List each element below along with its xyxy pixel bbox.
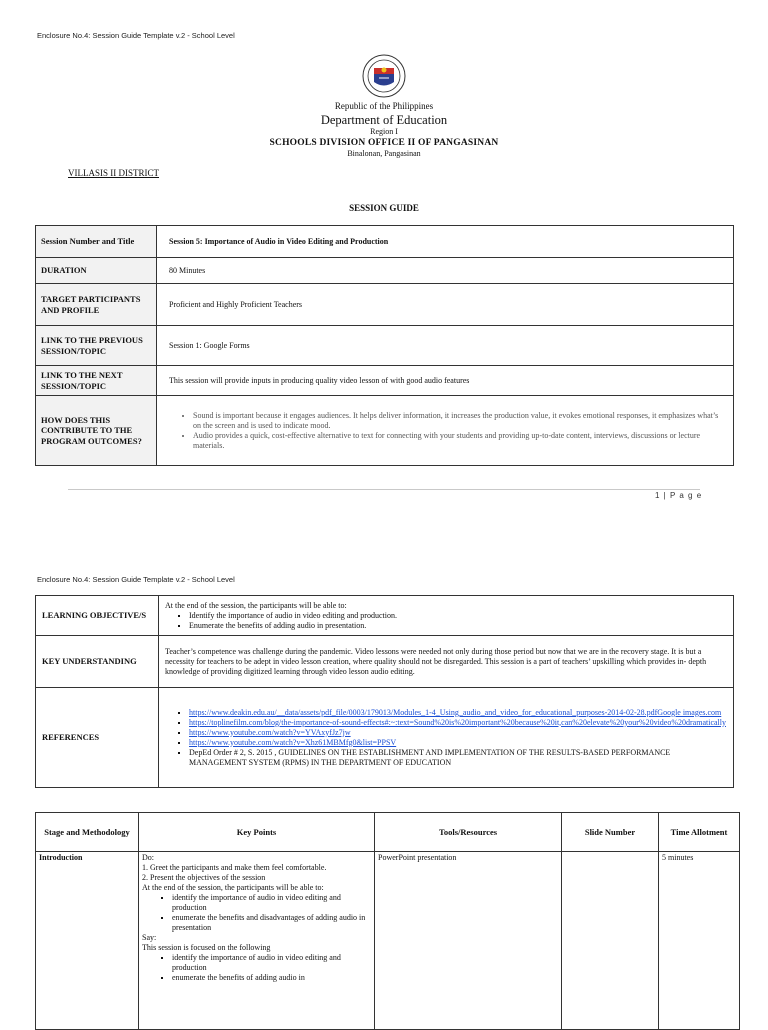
- reference-link[interactable]: https://www.youtube.com/watch?v=Xhz61MBMfg0&list=PPSV: [189, 737, 397, 747]
- slide-cell: [562, 852, 659, 1030]
- list-item: ▪ identify the importance of audio in video editing and production: [172, 953, 371, 973]
- row-value: Proficient and Highly Proficient Teachers: [157, 284, 734, 326]
- session-info-table: [35, 225, 734, 466]
- row-value: This session will provide inputs in producing quality video lesson of with good audio features: [157, 366, 734, 396]
- table-header-row: [36, 813, 740, 852]
- list-item: ▪ enumerate the benefits of adding audio in: [172, 973, 371, 983]
- do-label: Do:: [142, 853, 154, 862]
- do-item: 1. Greet the participants and make them feel comfortable.: [142, 863, 327, 872]
- key-points-cell: [139, 852, 375, 1030]
- list-item: [189, 708, 727, 718]
- footer-divider: [68, 489, 700, 490]
- column-header: Tools/Resources: [375, 813, 562, 852]
- row-key: KEY UNDERSTANDING: [36, 636, 159, 688]
- learning-intro: At the end of the session, the participants will be able to:: [165, 600, 347, 610]
- row-key: LEARNING OBJECTIVE/S: [36, 596, 159, 636]
- say-label: Say:: [142, 933, 157, 942]
- row-key: HOW DOES THIS CONTRIBUTE TO THE PROGRAM OUTCOMES?: [36, 396, 157, 466]
- header-republic: Republic of the Philippines: [334, 101, 434, 111]
- enclosure-label: Enclosure No.4: Session Guide Template v.2 - School Level: [37, 31, 235, 40]
- column-header: Key Points: [139, 813, 375, 852]
- table-row: [36, 688, 734, 788]
- row-value-list: [157, 396, 734, 466]
- table-row: [36, 852, 740, 1030]
- list-item: ▪ Enumerate the benefits of adding audio in presentation.: [189, 621, 727, 631]
- tools-cell: PowerPoint presentation: [375, 852, 562, 1030]
- reference-link[interactable]: https://toplinefilm.com/blog/the-importance-of-sound-effects#:~:text=Sound%20is%20important%20because%20it,can%20elevate%20your%20video%20dramatically: [189, 717, 726, 727]
- row-key: LINK TO THE NEXT SESSION/TOPIC: [36, 366, 157, 396]
- do-item: 2. Present the objectives of the session: [142, 873, 266, 882]
- row-value-list: [159, 688, 734, 788]
- objectives-table: [35, 595, 734, 788]
- reference-link[interactable]: https://www.youtube.com/watch?v=YVAxyfJz7jw: [189, 727, 351, 737]
- time-cell: 5 minutes: [659, 852, 740, 1030]
- list-item: ▪ Identify the importance of audio in video editing and production.: [189, 611, 727, 621]
- row-key: TARGET PARTICIPANTS AND PROFILE: [36, 284, 157, 326]
- page-number: 1 | P a g e: [655, 491, 703, 500]
- table-row: [36, 258, 734, 284]
- district-label: VILLASIS II DISTRICT: [68, 168, 159, 178]
- column-header: Time Allotment: [659, 813, 740, 852]
- row-value: 80 Minutes: [157, 258, 734, 284]
- enclosure-label: Enclosure No.4: Session Guide Template v.2 - School Level: [37, 575, 235, 584]
- header-region: Region I: [370, 127, 398, 136]
- do-item: At the end of the session, the participants will be able to:: [142, 883, 324, 892]
- list-item: ▪ enumerate the benefits and disadvantages of adding audio in presentation: [172, 913, 371, 933]
- row-key: DURATION: [36, 258, 157, 284]
- list-item: [189, 728, 727, 738]
- row-key: REFERENCES: [36, 688, 159, 788]
- row-key: Session Number and Title: [36, 226, 157, 258]
- table-row: [36, 366, 734, 396]
- row-value: Session 5: Importance of Audio in Video Editing and Production: [157, 226, 734, 258]
- row-key: LINK TO THE PREVIOUS SESSION/TOPIC: [36, 326, 157, 366]
- table-row: [36, 396, 734, 466]
- list-item: [189, 738, 727, 748]
- list-item: • Sound is important because it engages audiences. It helps deliver information, it increases the production value, it evokes emotional responses, it emphasizes what’s on the screen and is used to indicate mood.: [193, 411, 721, 431]
- header-department: Department of Education: [320, 113, 448, 127]
- list-item: [189, 718, 727, 728]
- session-guide-title: SESSION GUIDE: [349, 203, 419, 213]
- column-header: Slide Number: [562, 813, 659, 852]
- table-row: [36, 226, 734, 258]
- say-text: This session is focused on the following: [142, 943, 271, 952]
- table-row: [36, 636, 734, 688]
- stage-cell: Introduction: [36, 852, 139, 1030]
- deped-seal-logo: [362, 54, 406, 98]
- list-item: ▪ DepEd Order # 2, S. 2015 , GUIDELINES ON THE ESTABLISHMENT AND IMPLEMENTATION OF THE RESULTS-BASED PERFORMANCE MANAGEMENT SYSTEM (RPMS) IN THE DEPARTMENT OF EDUCATION: [189, 748, 727, 768]
- table-row: [36, 326, 734, 366]
- reference-link[interactable]: https://www.deakin.edu.au/__data/assets/pdf_file/0003/179013/Modules_1-4_Using_audio_and_video_for_educational_purposes-2014-02-28.pdfGoogle images.com: [189, 707, 722, 717]
- list-item: ▪ identify the importance of audio in video editing and production: [172, 893, 371, 913]
- column-header: Stage and Methodology: [36, 813, 139, 852]
- header-sdo: SCHOOLS DIVISION OFFICE II OF PANGASINAN: [269, 138, 499, 148]
- header-location: Binalonan, Pangasinan: [347, 149, 421, 158]
- row-value-list: [159, 596, 734, 636]
- table-row: [36, 284, 734, 326]
- row-value: Session 1: Google Forms: [157, 326, 734, 366]
- session-plan-table: [35, 812, 740, 1030]
- table-row: [36, 596, 734, 636]
- list-item: • Audio provides a quick, cost-effective alternative to text for connecting with your students and providing up-to-date content, interviews, discussions or lecture materials.: [193, 431, 721, 451]
- row-value: Teacher’s competence was challenge during the pandemic. Video lessons were needed not only during those period but now that we are in the recovery stage. It is but a necessity for teachers to be adept in video lesson creation, where quality should not be disregarded. This session is a part of teachers’ upskilling which provides in- depth knowledge of providing digitized learning through video lesson audio editing.: [159, 636, 734, 688]
